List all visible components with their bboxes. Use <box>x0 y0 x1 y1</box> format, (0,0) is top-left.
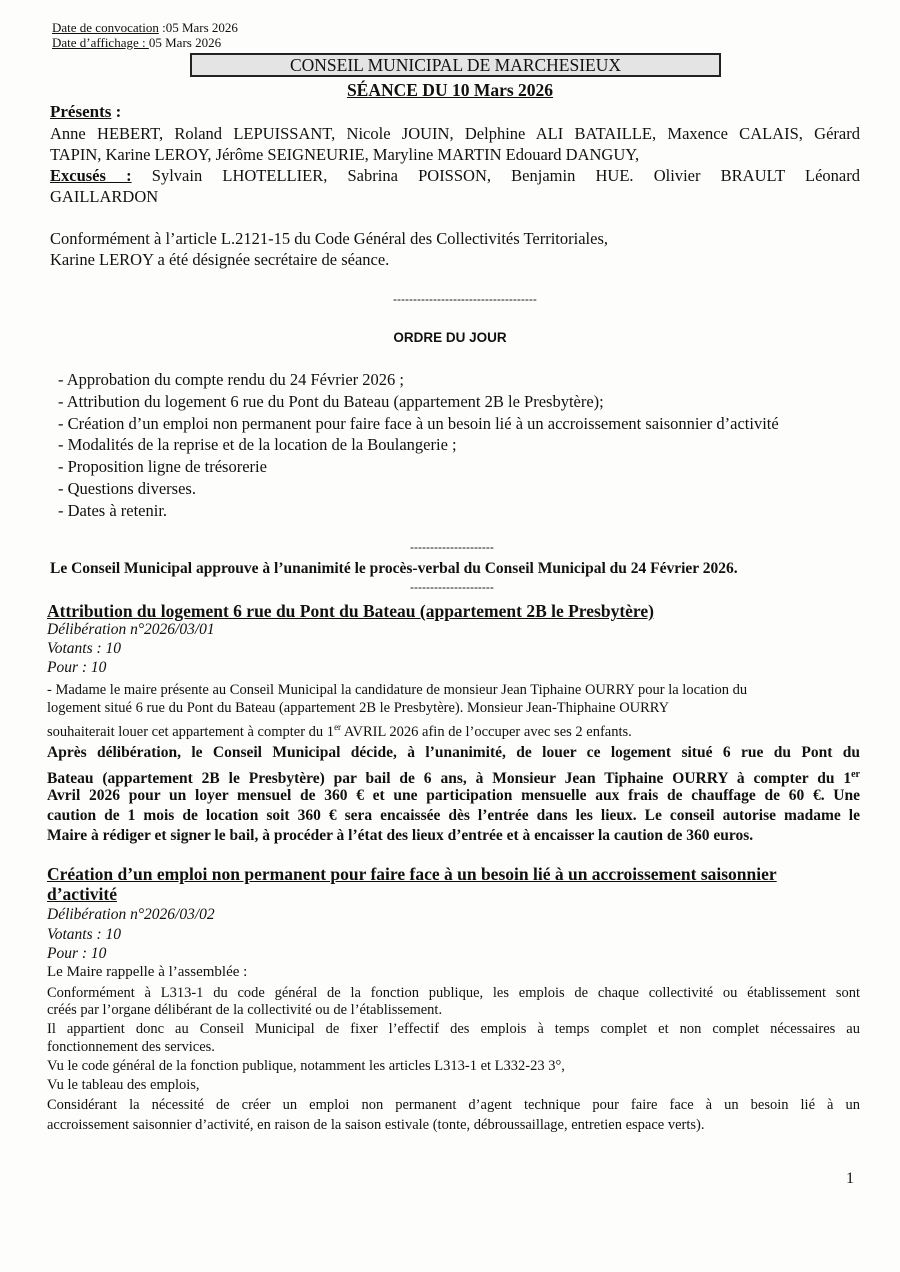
convocation-date <box>52 20 238 35</box>
agenda-item: - Création d’un emploi non permanent pour faire face à un besoin lié à un accroissement saisonnier d’activité <box>58 413 779 433</box>
separator-short-1: --------------------- <box>410 540 494 554</box>
excuses-line-1 <box>50 165 860 186</box>
secretaire-line-2: Karine LEROY a été désignée secrétaire de séance. <box>50 250 390 269</box>
section1-text-line-3 <box>47 719 860 741</box>
agenda-item: - Attribution du logement 6 rue du Pont du Bateau (appartement 2B le Presbytère); <box>58 391 604 411</box>
excuses-names: Sylvain LHOTELLIER, Sabrina POISSON, Benjamin HUE. Olivier BRAULT Léonard <box>131 166 861 185</box>
section1-text-line-1: - Madame le maire présente au Conseil Municipal la candidature de monsieur Jean Tiphaine OURRY pour la location du <box>47 682 748 698</box>
section2-title-line-2: d’activité <box>47 884 117 904</box>
separator-long: ------------------------------------ <box>393 292 537 306</box>
section2-rappel: Le Maire rappelle à l’assemblée : <box>47 964 248 980</box>
section2-title-line-1: Création d’un emploi non permanent pour faire face à un besoin lié à un accroissement saisonnier <box>47 864 777 884</box>
section1-deliberation: Délibération n°2026/03/01 <box>47 621 215 638</box>
section1-title: Attribution du logement 6 rue du Pont du Bateau (appartement 2B le Presbytère) <box>47 601 654 621</box>
section1-text-line-3a: souhaiterait louer cet appartement à compter du 1 <box>47 723 335 740</box>
presents-label: Présents <box>50 102 112 121</box>
affichage-label: Date d’affichage : <box>52 35 149 50</box>
section2-votants: Votants : 10 <box>47 926 122 943</box>
secretaire-line-1: Conformément à l’article L.2121-15 du Code Général des Collectivités Territoriales, <box>50 229 608 248</box>
section1-decision-line-3: Avril 2026 pour un loyer mensuel de 360 € et une participation mensuelle aux frais de chauffage de 60 €. Une <box>47 787 860 804</box>
affichage-date <box>52 35 221 50</box>
section2-p3: Vu le code général de la fonction publique, notamment les articles L313-1 et L332-23 3°, <box>47 1058 565 1074</box>
section2-p2-line-1: Il appartient donc au Conseil Municipal de fixer l’effectif des emplois à temps complet et non complet nécessaires au <box>47 1021 860 1037</box>
agenda-list <box>58 369 779 522</box>
section1-votants: Votants : 10 <box>47 640 122 657</box>
section1-decision-line-2a: Bateau (appartement 2B le Presbytère) par bail de 6 ans, à Monsieur Jean Tiphaine OURRY à compter du 1 <box>47 770 852 788</box>
section2-pour: Pour : 10 <box>47 945 107 962</box>
section1-decision-line-1: Après délibération, le Conseil Municipal décide, à l’unanimité, de louer ce logement situé 6 rue du Pont du <box>47 744 860 761</box>
ordre-du-jour-heading: ORDRE DU JOUR <box>393 330 507 345</box>
section2-p5-line-2: accroissement saisonnier d’activité, en raison de la saison estivale (tonte, débroussaillage, entretien espace verts). <box>47 1117 705 1133</box>
section1-decision-sup: er <box>851 769 860 780</box>
section2-p1-line-1: Conformément à L313-1 du code général de la fonction publique, les emplois de chaque collectivité ou établissement sont <box>47 985 860 1001</box>
agenda-item: - Dates à retenir. <box>58 500 168 520</box>
seance-date <box>0 80 900 101</box>
convocation-value: :05 Mars 2026 <box>158 20 238 35</box>
section1-text-sup: er <box>334 722 342 732</box>
council-title: CONSEIL MUNICIPAL DE MARCHESIEUX <box>190 53 721 77</box>
page-number: 1 <box>846 1170 854 1187</box>
section2-p2-line-2: fonctionnement des services. <box>47 1039 215 1055</box>
presents-heading <box>50 101 121 122</box>
section1-pour: Pour : 10 <box>47 659 107 676</box>
presents-line-1: Anne HEBERT, Roland LEPUISSANT, Nicole JOUIN, Delphine ALI BATAILLE, Maxence CALAIS, Gérard <box>50 124 860 143</box>
agenda-item: - Approbation du compte rendu du 24 Février 2026 ; <box>58 370 404 389</box>
section1-text-line-3b: AVRIL 2026 afin de l’occuper avec ses 2 enfants. <box>341 723 632 740</box>
agenda-item: - Proposition ligne de trésorerie <box>58 457 267 477</box>
section2-p1-line-2: créés par l’organe délibérant de la collectivité ou de l’établissement. <box>47 1002 443 1018</box>
presents-line-2: TAPIN, Karine LEROY, Jérôme SEIGNEURIE, Maryline MARTIN Edouard DANGUY, <box>50 145 640 164</box>
separator-short-2: --------------------- <box>410 580 494 594</box>
approbation-statement: Le Conseil Municipal approuve à l’unanimité le procès-verbal du Conseil Municipal du 24 Février 2026. <box>50 560 738 577</box>
excuses-label: Excusés : <box>50 166 132 185</box>
agenda-item: - Modalités de la reprise et de la location de la Boulangerie ; <box>58 435 457 455</box>
seance-text: SÉANCE DU 10 Mars 2026 <box>346 80 554 100</box>
section2-p4: Vu le tableau des emplois, <box>47 1077 200 1093</box>
section1-text-line-2: logement situé 6 rue du Pont du Bateau (appartement 2B le Presbytère). Monsieur Jean-Thiphaine OURRY <box>47 700 670 716</box>
convocation-label: Date de convocation <box>52 20 159 35</box>
presents-colon: : <box>111 102 122 121</box>
section2-p5-line-1: Considérant la nécessité de créer un emploi non permanent d’agent technique pour faire face à un besoin lié à un <box>47 1097 860 1113</box>
section1-decision-line-4: caution de 1 mois de location soit 360 € sera encaissée dès l’entrée dans les lieux. Le conseil autorise madame le <box>47 807 860 824</box>
excuses-line-2: GAILLARDON <box>50 187 159 206</box>
agenda-item: - Questions diverses. <box>58 478 196 498</box>
affichage-value: 05 Mars 2026 <box>148 35 222 50</box>
section1-decision-line-5: Maire à rédiger et signer le bail, à procéder à l’état des lieux d’entrée et à encaisser la caution de 360 euros. <box>47 827 754 844</box>
section2-deliberation: Délibération n°2026/03/02 <box>47 906 215 923</box>
